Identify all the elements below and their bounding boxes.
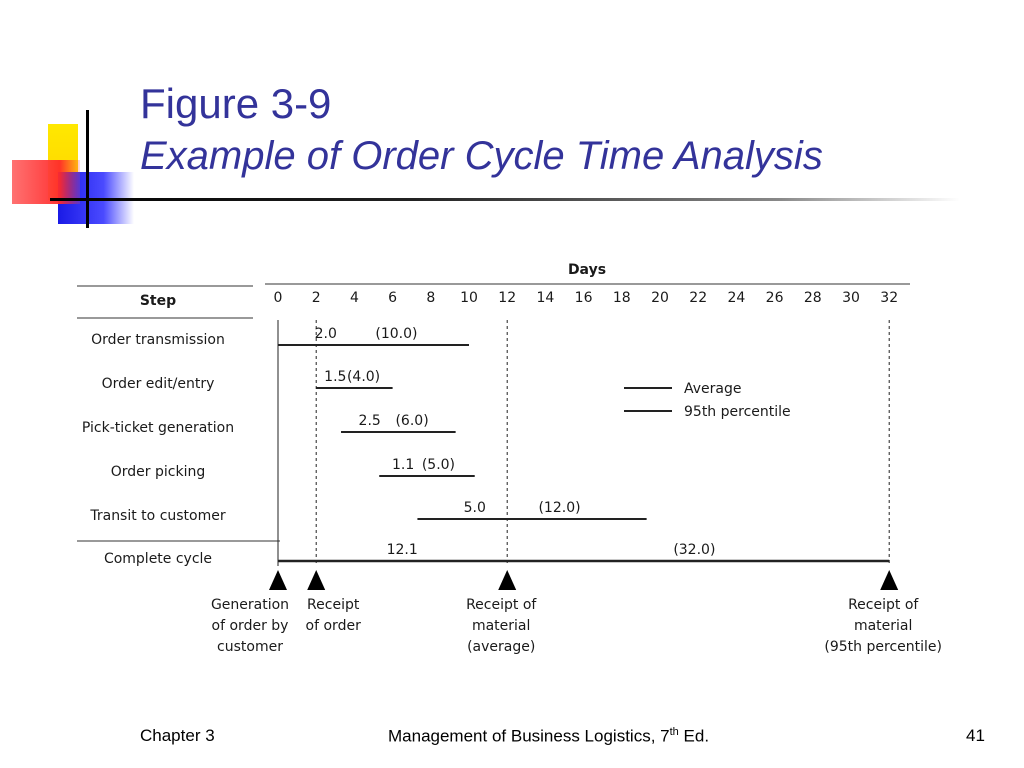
step-percentile-value: (5.0) [421, 457, 456, 473]
day-tick-label: 26 [765, 290, 784, 306]
day-tick-label: 30 [842, 290, 860, 306]
step-average-value: 2.5 [358, 413, 381, 429]
footer-edition-superscript: th [669, 726, 679, 738]
step-label: Pick-ticket generation [81, 420, 235, 436]
step-label: Order transmission [91, 332, 225, 348]
footer-edition-suffix: Ed. [678, 726, 710, 746]
slide-title: Figure 3-9 [140, 80, 332, 127]
milestone-caption: material [853, 618, 913, 634]
day-tick-label: 2 [311, 290, 321, 306]
step-percentile-value: (6.0) [395, 413, 429, 429]
milestone-caption: Receipt of [466, 597, 537, 613]
step-percentile-value: (32.0) [673, 542, 716, 558]
legend-average-label: Average [684, 381, 742, 397]
milestone-marker [307, 570, 325, 590]
day-tick-label: 18 [612, 290, 631, 306]
milestone-caption: customer [217, 639, 283, 655]
days-axis-label: Days [567, 262, 607, 278]
day-tick-label: 8 [426, 290, 436, 306]
slide-subtitle: Example of Order Cycle Time Analysis [140, 134, 823, 178]
milestone-caption: (average) [467, 639, 536, 655]
milestone-caption: of order [305, 618, 361, 634]
day-tick-label: 6 [388, 290, 398, 306]
footer-book-title [388, 726, 709, 747]
legend [624, 381, 791, 420]
step-label: Complete cycle [103, 551, 213, 567]
step-average-value: 1.5 [324, 369, 347, 385]
day-tick-label: 12 [498, 290, 517, 306]
day-ticks [274, 290, 899, 306]
day-tick-label: 20 [651, 290, 669, 306]
milestone-caption: Receipt [307, 597, 360, 613]
day-tick-label: 10 [460, 290, 478, 306]
step-percentile-value: (10.0) [375, 326, 418, 342]
step-label: Transit to customer [90, 508, 226, 524]
milestone-marker [880, 570, 898, 590]
legend-percentile-label: 95th percentile [684, 404, 791, 420]
step-average-value: 12.1 [386, 542, 418, 558]
step-percentile-value: (4.0) [346, 369, 381, 385]
step-label: Order edit/entry [101, 376, 215, 392]
milestone-markers [211, 320, 942, 655]
milestone-marker [498, 570, 516, 590]
day-tick-label: 24 [727, 290, 746, 306]
step-rows [82, 326, 889, 567]
footer-chapter: Chapter 3 [140, 726, 215, 745]
day-tick-label: 32 [880, 290, 899, 306]
footer-page-number: 41 [966, 726, 985, 745]
milestone-caption: material [471, 618, 531, 634]
day-tick-label: 16 [574, 290, 593, 306]
footer-book-name: Management of Business Logistics, 7 [388, 726, 670, 746]
milestone-caption: Receipt of [848, 597, 919, 613]
step-column-header: Step [139, 293, 177, 309]
day-tick-label: 28 [803, 290, 822, 306]
step-average-value: 5.0 [463, 500, 486, 516]
step-label: Order picking [110, 464, 206, 480]
day-tick-label: 22 [689, 290, 708, 306]
day-tick-label: 0 [273, 290, 283, 306]
day-tick-label: 4 [349, 290, 359, 306]
milestone-marker [269, 570, 287, 590]
milestone-caption: Generation [210, 597, 290, 613]
day-tick-label: 14 [536, 290, 555, 306]
step-percentile-value: (12.0) [538, 500, 581, 516]
milestone-caption: (95th percentile) [824, 639, 942, 655]
step-average-value: 2.0 [314, 326, 337, 342]
step-average-value: 1.1 [391, 457, 415, 473]
milestone-caption: of order by [211, 618, 289, 634]
